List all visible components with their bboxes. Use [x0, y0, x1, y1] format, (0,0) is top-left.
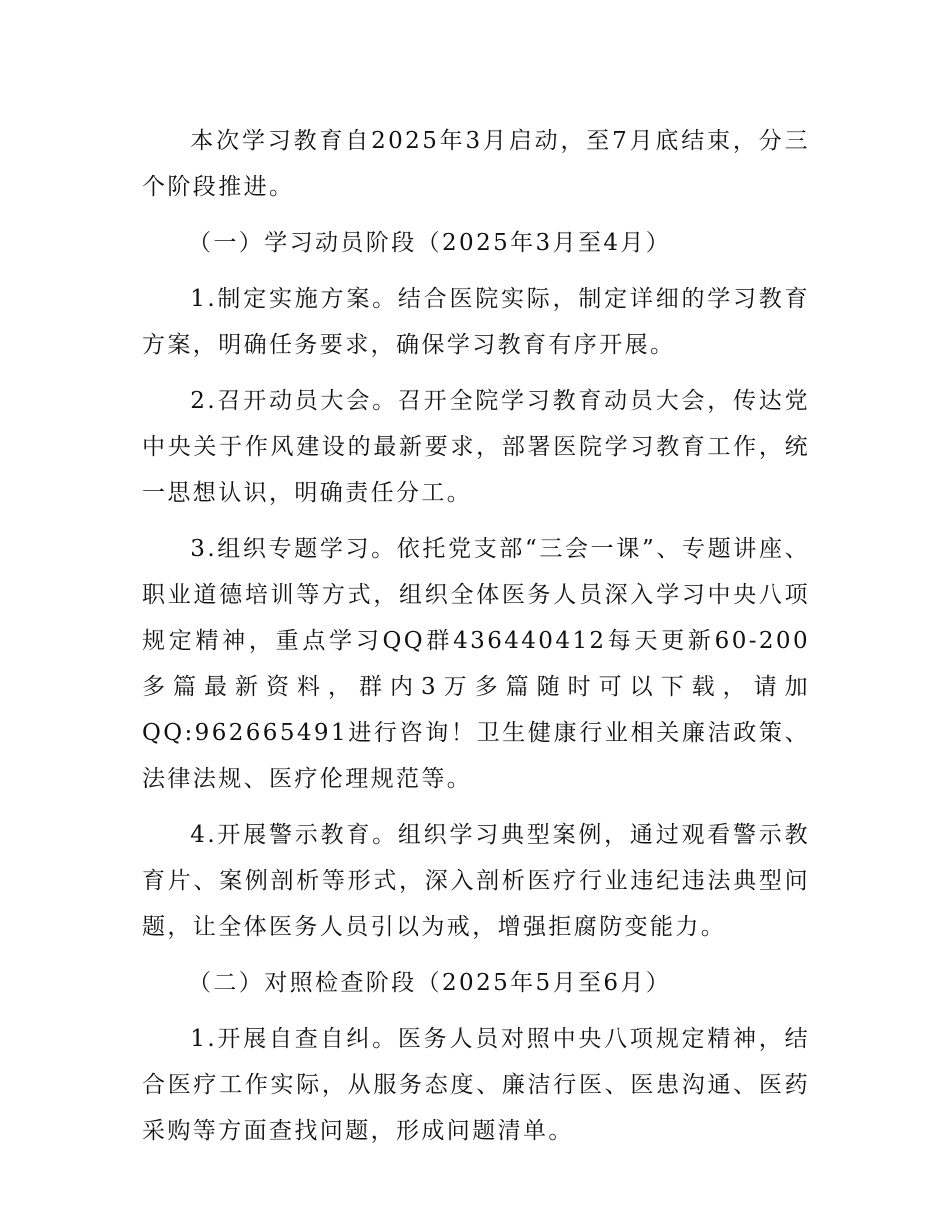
section-heading-2: （二）对照检查阶段（2025年5月至6月） — [188, 970, 672, 996]
item-paragraph: 1.开展自查自纠。医务人员对照中央八项规定精神，结合医疗工作实际，从服务态度、廉洁行医、医患沟通、医药采购等方面查找问题，形成问题清单。 — [142, 1026, 810, 1144]
item-paragraph: 4.开展警示教育。组织学习典型案例，通过观看警示教育片、案例剖析等形式，深入剖析医疗行业违纪违法典型问题，让全体医务人员引以为戒，增强拒腐防变能力。 — [142, 822, 810, 940]
item-paragraph: 1.制定实施方案。结合医院实际，制定详细的学习教育方案，明确任务要求，确保学习教育有序开展。 — [142, 286, 810, 358]
intro-paragraph: 本次学习教育自2025年3月启动，至7月底结束，分三个阶段推进。 — [142, 128, 810, 200]
item-paragraph: 2.召开动员大会。召开全院学习教育动员大会，传达党中央关于作风建设的最新要求，部署医院学习教育工作，统一思想认识，明确责任分工。 — [142, 388, 810, 506]
document-body — [142, 118, 810, 1164]
item-paragraph: 3.组织专题学习。依托党支部“三会一课”、专题讲座、职业道德培训等方式，组织全体医务人员深入学习中央八项规定精神，重点学习QQ群436440412每天更新60-200多篇最新资料，群内3万多篇随时可以下载，请加QQ:962665491进行咨询！卫生健康行业相关廉洁政策、法律法规、医疗伦理规范等。 — [142, 536, 810, 792]
section-heading-1: （一）学习动员阶段（2025年3月至4月） — [188, 230, 672, 256]
